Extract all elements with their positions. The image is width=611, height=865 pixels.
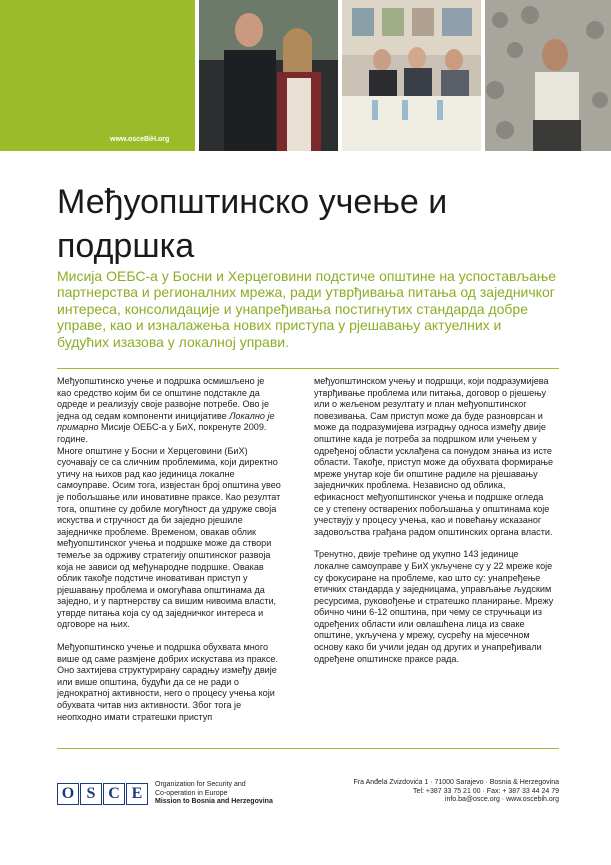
green-brand-panel	[0, 0, 195, 151]
osce-logo	[57, 781, 273, 807]
contact-email-web[interactable]: info.ba@osce.org · www.oscebih.org	[444, 796, 559, 804]
osce-letters: O S C E	[57, 783, 149, 805]
paragraph: Међуопштинско учење и подршка осмишљено је као средство којим би се општине подстакле да одреде и реализују своје развојне потребе. Ово је једна од седам компоненти иницијативе Локално је примарно Мисије ОЕБС-а у БиХ, покренуте 2009. године. Многе општине у Босни и Херцеговини (БиХ) суочавају се са сличним проблемима, који директно утичу на њихов рад као јединица локалне самоуправе. Осим тога, извјестан број општина увео је побољшање или иновативне праксе. Као резултат тога, општине су добиле могућност да удруже своја искуства и стручност да би заједно рјешиле заједничке проблеме. Временом, овакав облик међуопштинског учења и подршке може да створи темеље за одрживу стратегију општинског развоја која не зависи од међународне подршке. Овакав облик такође подстиче иновативан приступ у рјешавању проблема и омогућава општинама да заједно, и у партнерству са вишим нивоима власти, утврде питања која су од заједничког интереса и одговоре на њих.	[57, 376, 281, 630]
photo-conference-table	[342, 0, 481, 151]
organization-name: Organization for Security and Co-operation in Europe Mission to Bosnia and Herzegovina	[155, 781, 273, 805]
divider-bottom	[57, 748, 559, 749]
website-url[interactable]: www.osceBiH.org	[110, 136, 170, 143]
page-title: Међуопштинско учење и подршка	[57, 183, 448, 265]
column-right	[314, 376, 554, 676]
photo-meeting-people	[199, 0, 338, 151]
paragraph: међуопштинском учењу и подршци, који подразумијева утврђивање проблема или питања, договор о рјешењу или о жељеном резултату и план међуопштинског повезивања. Сам приступ може да буде разноврсан и може да подразумијева изградњу односа између двије општине када је потреба за подршком или учењем у одређеној области усклађена са понудом знања из исте области. Такође, приступ може да обухвата формирање мреже унутар које би општине радиле на рјешавању заједничких проблема. Независно од облика, ефикасност међуопштинског учења и подршке огледа се у степену остварених побољшања у општинама које учествују у процесу учења, као и повећању исказаног задовољства грађана радом општинских органа власти.	[314, 376, 554, 537]
contact-address: Fra Anđela Zvizdovića 1 · 71000 Sarajevo · Bosnia & Herzegovina Tel: +387 33 75 21 00 · Fax: + 387 33 44 24 79 info.ba@osce.org · www.oscebih.org	[353, 779, 559, 804]
paragraph: Међуопштинско учење и подршка обухвата много више од саме размјене добрих искустава из праксе. Оно захтијева структурирану сарадњу између двије или више општина, будући да се не ради о једнократној активности, него о процесу учења који обухвата читав низ активности. Због тога је неопходно имати стратешки приступ	[57, 642, 278, 722]
lead-paragraph: Мисија ОЕБС-а у Босни и Херцеговини подстиче општине на успостављање партнерства и регионалних мрежа, ради утврђивања питања од заједничког интереса, консолидације и унапређивања постигнутих стандарда добре управе, као и изналажења нових приступа у рјешавању актуелних и будућих изазова у локалној управи.	[57, 268, 557, 350]
column-left	[57, 376, 281, 734]
header-banner	[0, 0, 611, 151]
divider-top	[57, 368, 559, 369]
paragraph: Тренутно, двије трећине од укупно 143 јединице локалне самоуправе у БиХ укључене су у 22 мреже које су фокусиране на проблеме, као што су: унапређење етичких стандарда у заједницама, управљање људским ресурсима, руковођење и стратешко планирање. Мрежу обично чини 6-12 општина, при чему се стручњаци из одређених области или овлашћена лица из сваке општине, укључена у мрежу, сусрећу на мјесечном основу како би учили један од других и унапређивали одређене општинске праксе рада.	[314, 549, 554, 664]
photo-man-outdoors	[485, 0, 611, 151]
